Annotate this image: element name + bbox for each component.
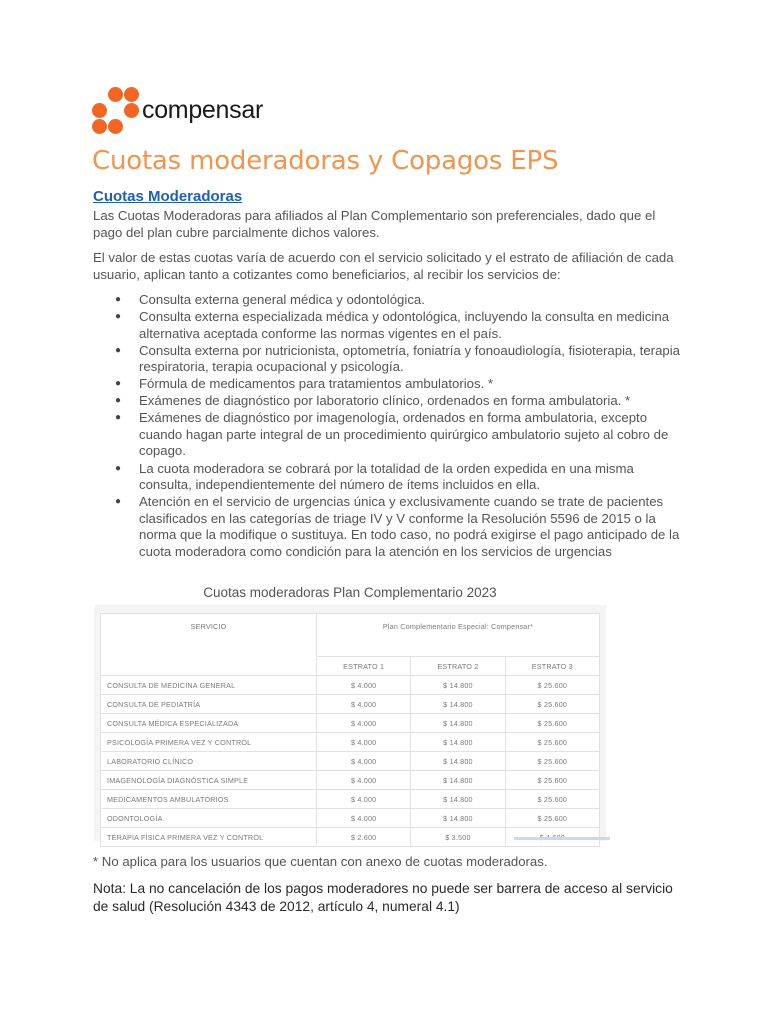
value-cell: $ 4.000 (317, 695, 411, 714)
value-cell: $ 4.000 (317, 809, 411, 828)
value-cell: $ 4.000 (317, 790, 411, 809)
list-item: ● Consulta externa especializada médica y odontológica, incluyendo la consulta en medicina alternativa aceptada conforme las normas vigentes en el país. (115, 309, 670, 341)
value-cell: $ 25.600 (505, 771, 599, 790)
services-list (93, 292, 683, 561)
value-cell: $ 14.800 (411, 695, 505, 714)
footnote: * No aplica para los usuarios que cuentan con anexo de cuotas moderadoras. (93, 854, 548, 869)
value-cell: $ 14.800 (411, 809, 505, 828)
value-cell: $ 25.600 (505, 752, 599, 771)
value-cell: $ 25.600 (505, 790, 599, 809)
header-estrato-1: ESTRATO 1 (317, 657, 411, 676)
bullet-icon: ● (115, 311, 122, 323)
service-cell: TERAPIA FÍSICA PRIMERA VEZ Y CONTROL (101, 828, 317, 847)
value-cell: $ 14.800 (411, 714, 505, 733)
bullet-icon: ● (115, 378, 122, 390)
list-item: ● Atención en el servicio de urgencias única y exclusivamente cuando se trate de pacientes clasificados en las categorías de triage IV y V conforme la Resolución 5596 de 2015 o la norma que la modifique o sustituya. En todo caso, no podrá exigirse el pago anticipado de la cuota moderadora como condición para la atención en los servicios de urgencias (115, 494, 680, 559)
bullet-icon: ● (115, 496, 122, 508)
value-cell: $ 3.500 (411, 828, 505, 847)
service-cell: ODONTOLOGÍA (101, 809, 317, 828)
logo-text: compensar (142, 95, 263, 124)
header-plan: Plan Complementario Especial: Compensar* (317, 614, 600, 657)
bullet-icon: ● (115, 344, 122, 356)
value-cell: $ 4.000 (317, 771, 411, 790)
value-cell: $ 14.800 (411, 676, 505, 695)
value-cell: $ 4.000 (317, 714, 411, 733)
intro-paragraph: Las Cuotas Moderadoras para afiliados al Plan Complementario son preferenciales, dado que el pago del plan cubre parcialmente dichos valores. (93, 208, 656, 240)
list-item: ● Exámenes de diagnóstico por laboratorio clínico, ordenados en forma ambulatoria. * (115, 393, 631, 409)
value-cell: $ 25.600 (505, 809, 599, 828)
service-cell: IMAGENOLOGÍA DIAGNÓSTICA SIMPLE (101, 771, 317, 790)
page-title: Cuotas moderadoras y Copagos EPS (92, 146, 559, 176)
list-item: ● Fórmula de medicamentos para tratamientos ambulatorios. * (115, 376, 494, 392)
table-row (101, 771, 600, 790)
value-cell: $ 4.000 (317, 752, 411, 771)
list-item: ● Consulta externa general médica y odontológica. (115, 292, 425, 307)
table-row (101, 695, 600, 714)
table-row (101, 676, 600, 695)
value-cell: $ 14.800 (411, 771, 505, 790)
description-paragraph: El valor de estas cuotas varía de acuerdo con el servicio solicitado y el estrato de afiliación de cada usuario, aplican tanto a cotizantes como beneficiarios, al recibir los servicios de: (93, 250, 674, 282)
header-estrato-2: ESTRATO 2 (411, 657, 505, 676)
table-row (101, 790, 600, 809)
header-estrato-3: ESTRATO 3 (505, 657, 599, 676)
logo-dots-icon (92, 86, 140, 134)
bullet-icon: ● (115, 294, 122, 305)
value-cell: $ 14.800 (411, 790, 505, 809)
cuotas-moderadoras-link[interactable]: Cuotas Moderadoras (93, 188, 243, 205)
value-cell: $ 14.800 (411, 733, 505, 752)
value-cell: $ 4.000 (317, 676, 411, 695)
table-scroll-indicator (514, 837, 610, 840)
header-service: SERVICIO (101, 614, 317, 676)
list-item: ● Consulta externa por nutricionista, optometría, foniatría y fonoaudiología, fisioterapia, terapia respiratoria, terapia ocupacional y psicología. (115, 342, 681, 375)
service-cell: LABORATORIO CLÍNICO (101, 752, 317, 771)
list-item: ● La cuota moderadora se cobrará por la totalidad de la orden expedida en una misma consulta, independientemente del número de ítems incluidos en ella. (115, 460, 634, 493)
value-cell: $ 25.600 (505, 733, 599, 752)
service-cell: CONSULTA DE PEDIATRÍA (101, 695, 317, 714)
value-cell: $ 4.000 (317, 733, 411, 752)
table-row (101, 809, 600, 828)
value-cell: $ 14.800 (411, 752, 505, 771)
service-cell: CONSULTA DE MEDICINA GENERAL (101, 676, 317, 695)
value-cell: $ 2.600 (317, 828, 411, 847)
service-cell: PSICOLOGÍA PRIMERA VEZ Y CONTROL (101, 733, 317, 752)
value-cell: $ 25.600 (505, 714, 599, 733)
bullet-icon: ● (115, 462, 122, 474)
table-row (101, 733, 600, 752)
value-cell: $ 25.600 (505, 676, 599, 695)
table-row (101, 714, 600, 733)
table-row (101, 752, 600, 771)
bullet-icon: ● (115, 412, 122, 424)
table-title: Cuotas moderadoras Plan Complementario 2023 (203, 585, 497, 600)
bullet-icon: ● (115, 395, 122, 407)
compensar-logo[interactable] (92, 86, 263, 134)
note-paragraph: Nota: La no cancelación de los pagos moderadores no puede ser barrera de acceso al servicio de salud (Resolución 4343 de 2012, artículo 4, numeral 4.1) (93, 881, 673, 914)
value-cell: $ 25.600 (505, 695, 599, 714)
service-cell: MEDICAMENTOS AMBULATORIOS (101, 790, 317, 809)
rates-table (100, 613, 600, 847)
rates-table-image (94, 583, 606, 845)
service-cell: CONSULTA MÉDICA ESPECIALIZADA (101, 714, 317, 733)
list-item: ● Exámenes de diagnóstico por imagenología, ordenados en forma ambulatoria, excepto cuando hagan parte integral de un procedimiento quirúrgico ambulatorio sujeto al cobro de copago. (115, 410, 669, 459)
